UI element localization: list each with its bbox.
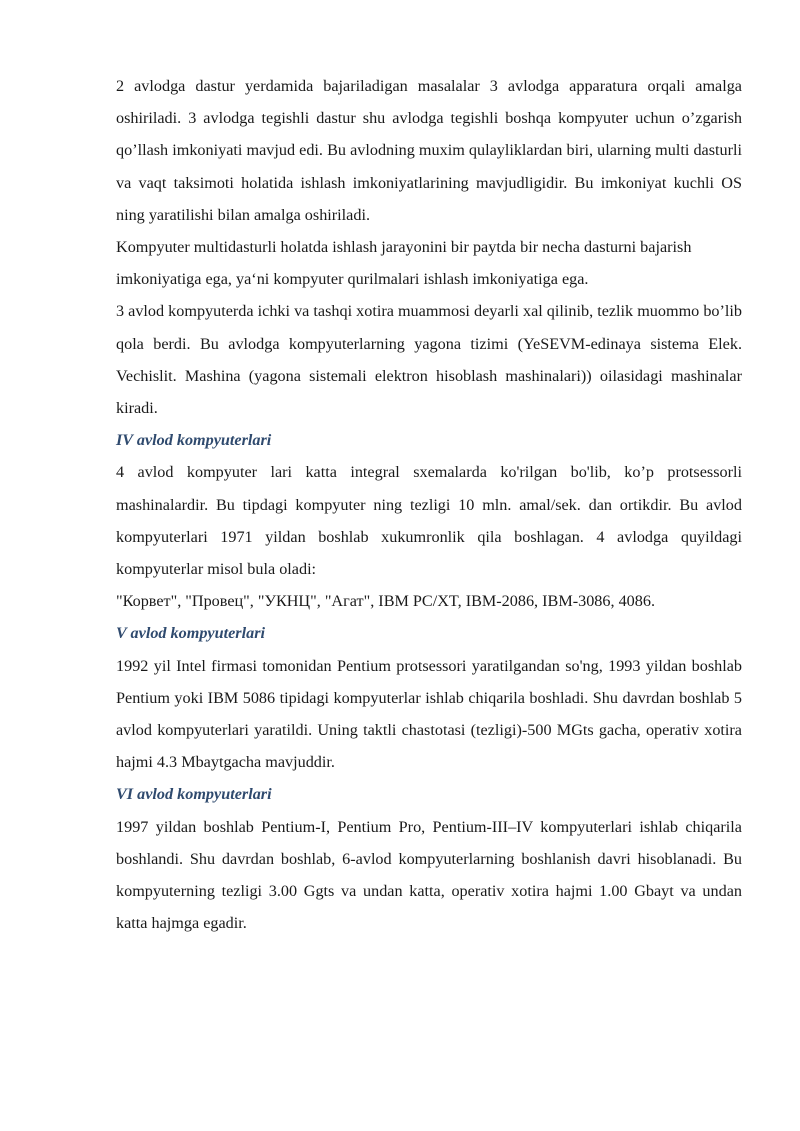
paragraph-gen4: 4 avlod kompyuter lari katta integral sxemalarda ko'rilgan bo'lib, ko’p protsessorli mashinalardir. Bu tipdagi kompyuter ning tezligi 10 mln. amal/sek. dan ortikdir. Bu avlod kompyuterlari 1971 yildan boshlab xukumronlik qila boshlagan. 4 avlodga quyildagi kompyuterlar misol bula oladi: — [116, 463, 742, 579]
paragraph-gen6: 1997 yildan boshlab Pentium-I, Pentium Pro, Pentium-III–IV kompyuterlari ishlab chiqarila boshlandi. Shu davrdan boshlab, 6-avlod kompyuterlarning boshlanish davri hisoblanadi. Bu kompyuterning tezligi 3.00 Ggts va undan katta, operativ xotira hajmi 1.00 Gbayt va undan katta hajmga egadir. — [116, 817, 742, 933]
paragraph-multiprogramming: Kompyuter multidasturli holatda ishlash jarayonini bir paytda bir necha dasturni bajarish imkoniyatiga ega, ya‘ni kompyuter qurilmalari ishlash imkoniyatiga ega. — [116, 238, 692, 289]
paragraph-gen4-examples: "Корвет", "Провец", "УКНЦ", "Агат", IBM PC/XT, IBM-2086, IBM-3086, 4086. — [116, 592, 655, 611]
paragraph-gen3-software: 2 avlodga dastur yerdamida bajariladigan masalalar 3 avlodga apparatura orqali amalga oshiriladi. 3 avlodga tegishli dastur shu avlodga tegishli boshqa kompyuter uchun o’zgarish qo’llash imkoniyati mavjud edi. Bu avlodning muxim qulayliklardan biri, ularning multi dasturli va vaqt taksimoti holatida ishlash imkoniyatlarining mavjudligidir. Bu imkoniyat kuchli OS ning yaratilishi bilan amalga oshiriladi. — [116, 77, 742, 224]
heading-gen4: IV avlod kompyuterlari — [116, 431, 272, 450]
paragraph-gen3-memory: 3 avlod kompyuterda ichki va tashqi xotira muammosi deyarli xal qilinib, tezlik muommo bo’lib qola berdi. Bu avlodga kompyuterlarning yagona tizimi (YeSEVM-edinaya sistema Elek. Vechislit. Mashina (yagona sistemali elektron hisoblash mashinalari)) oilasidagi mashinalar kiradi. — [116, 302, 742, 418]
heading-gen5: V avlod kompyuterlari — [116, 624, 265, 643]
heading-gen6: VI avlod kompyuterlari — [116, 785, 272, 804]
paragraph-gen5: 1992 yil Intel firmasi tomonidan Pentium protsessori yaratilgandan so'ng, 1993 yildan boshlab Pentium yoki IBM 5086 tipidagi kompyuterlar ishlab chiqarila boshladi. Shu davrdan boshlab 5 avlod kompyuterlari yaratildi. Uning taktli chastotasi (tezligi)-500 MGts gacha, operativ xotira hajmi 4.3 Mbaytgacha mavjuddir. — [116, 656, 742, 772]
document-page — [116, 70, 742, 939]
